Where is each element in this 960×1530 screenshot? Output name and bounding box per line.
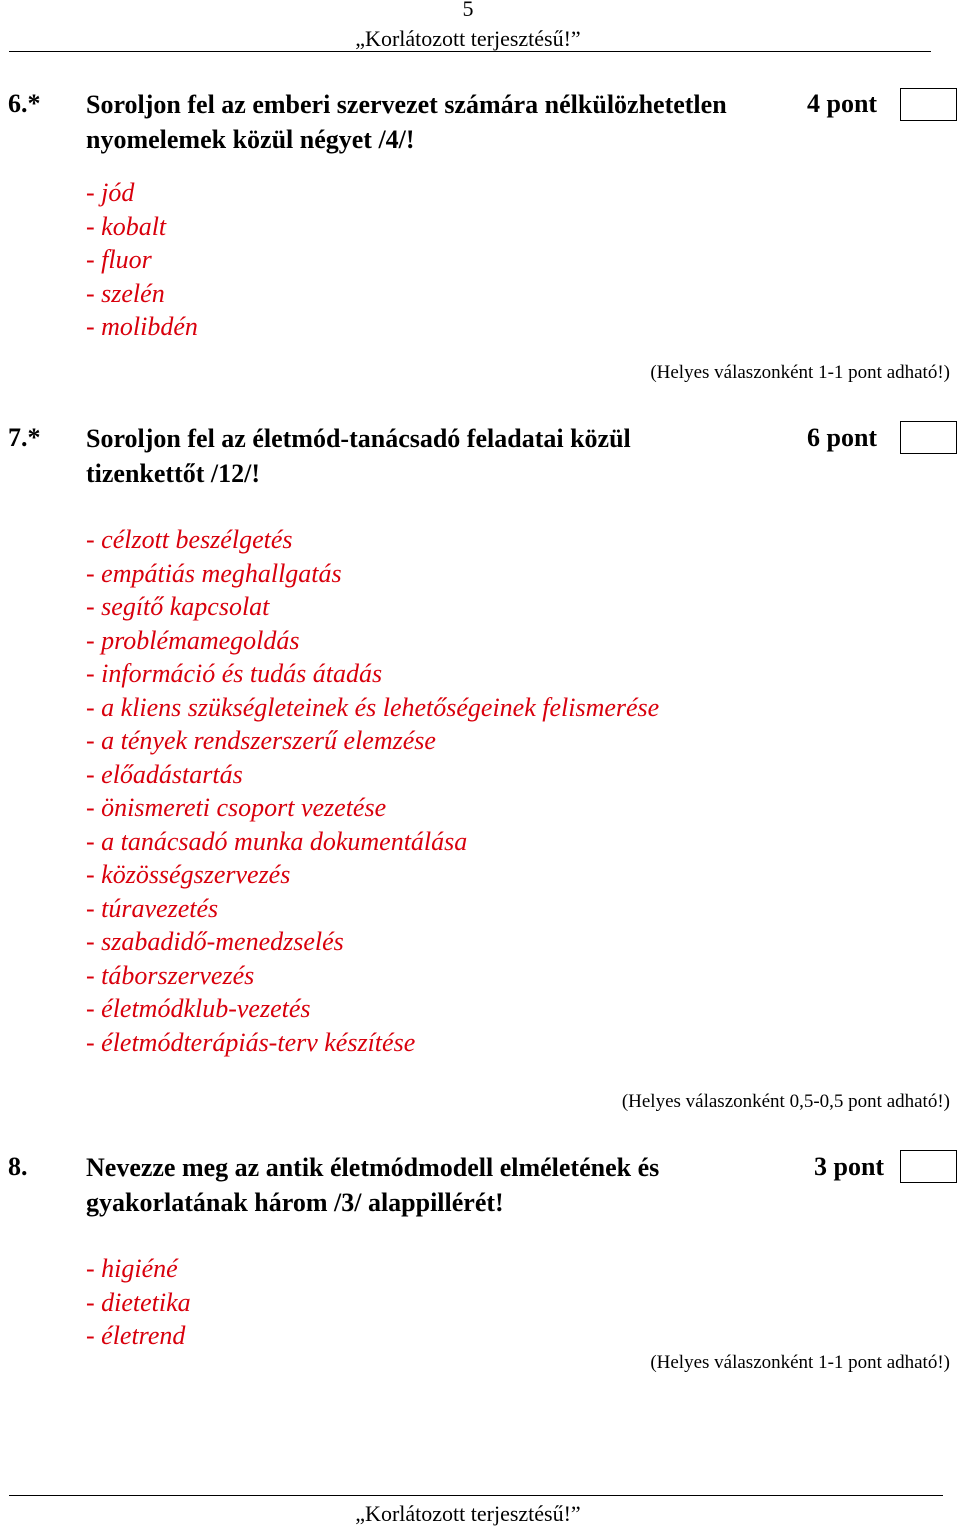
question-8-text: [86, 1150, 659, 1220]
answer-item: - információ és tudás átadás: [86, 659, 383, 688]
question-6-text: [86, 87, 727, 157]
question-8-answers: [86, 1252, 191, 1353]
question-8-line2: gyakorlatának három /3/ alappillérét!: [86, 1188, 504, 1217]
header-rule: [9, 51, 931, 52]
question-8-score-box[interactable]: [900, 1150, 957, 1183]
answer-item: - empátiás meghallgatás: [86, 558, 342, 588]
answer-item: - szabadidő-menedzselés: [86, 927, 344, 956]
answer-item: - célzott beszélgetés: [86, 525, 293, 554]
question-6-line2: nyomelemek közül négyet /4/!: [86, 125, 415, 154]
question-7-number: 7.*: [8, 423, 41, 452]
answer-item: - a tények rendszerszerű elemzése: [86, 726, 436, 755]
answer-item: - problémamegoldás: [86, 625, 300, 655]
page-number: 5: [462, 0, 474, 21]
answer-item: - szelén: [86, 278, 165, 308]
question-7-answers: [86, 523, 659, 1059]
question-7-scoring-note: (Helyes válaszonként 0,5-0,5 pont adható!): [621, 1091, 950, 1112]
question-8-line1: Nevezze meg az antik életmódmodell elméletének és: [86, 1153, 660, 1182]
answer-item: - életrend: [86, 1321, 186, 1350]
question-6-number: 6.*: [8, 89, 41, 118]
question-6-scoring-note: (Helyes válaszonként 1-1 pont adható!): [650, 362, 950, 383]
answer-item: - dietetika: [86, 1287, 191, 1317]
answer-item: - önismereti csoport vezetése: [86, 793, 387, 822]
answer-item: - közösségszervezés: [86, 860, 291, 889]
answer-item: - előadástartás: [86, 759, 243, 789]
question-8-points: 3 pont: [814, 1152, 885, 1181]
answer-item: - életmódklub-vezetés: [86, 994, 311, 1023]
question-6-score-box[interactable]: [900, 88, 957, 121]
answer-item: - a kliens szükségleteinek és lehetőségeinek felismerése: [86, 692, 660, 722]
page-header: „Korlátozott terjesztésű!”: [355, 26, 581, 51]
answer-item: - túravezetés: [86, 893, 219, 923]
answer-item: - jód: [86, 178, 135, 207]
question-6-points: 4 pont: [807, 89, 878, 118]
question-8-scoring-note: (Helyes válaszonként 1-1 pont adható!): [650, 1352, 950, 1373]
question-6-line1: Soroljon fel az emberi szervezet számára nélkülözhetetlen: [86, 90, 727, 119]
footer-rule: [9, 1495, 943, 1496]
answer-item: - fluor: [86, 245, 152, 274]
answer-item: - táborszervezés: [86, 960, 255, 990]
answer-item: - kobalt: [86, 211, 167, 241]
question-6-answers: [86, 176, 198, 344]
answer-item: - higiéné: [86, 1254, 178, 1283]
question-7-line2: tizenkettőt /12/!: [86, 459, 261, 488]
answer-item: - életmódterápiás-terv készítése: [86, 1027, 416, 1057]
question-7-points: 6 pont: [807, 423, 878, 452]
answer-item: - molibdén: [86, 312, 198, 341]
answer-item: - a tanácsadó munka dokumentálása: [86, 826, 468, 856]
question-7-line1: Soroljon fel az életmód-tanácsadó feladatai közül: [86, 424, 631, 453]
answer-item: - segítő kapcsolat: [86, 592, 270, 621]
question-8-number: 8.: [8, 1152, 28, 1181]
question-7-score-box[interactable]: [900, 421, 957, 454]
question-7-text: [86, 421, 631, 491]
page-footer: „Korlátozott terjesztésű!”: [355, 1501, 581, 1526]
